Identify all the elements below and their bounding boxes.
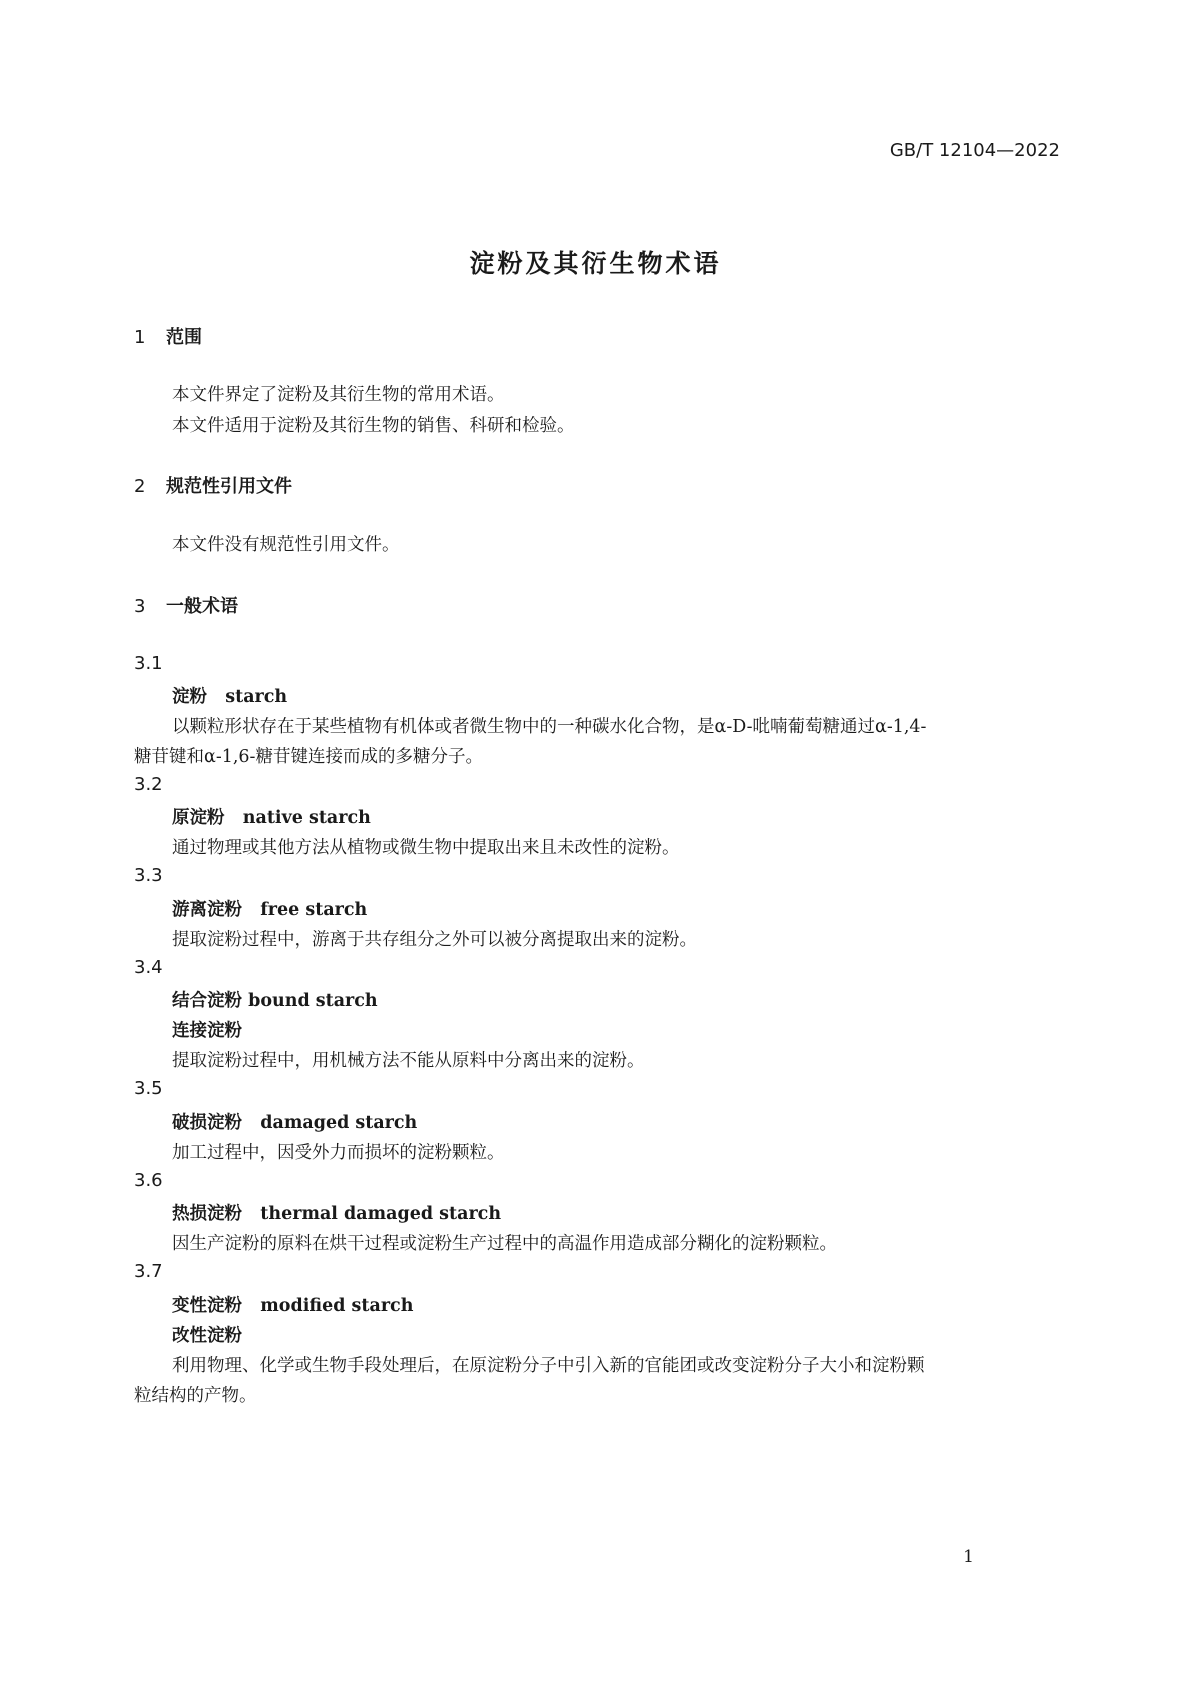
term-definition: 以颗粒形状存在于某些植物有机体或者微生物中的一种碳水化合物，是α-D-吡喃葡萄糖通过α-1,4- — [172, 717, 927, 737]
section-number: 2 — [134, 476, 146, 497]
term-en: free starch — [260, 900, 368, 920]
term-number: 3.2 — [134, 774, 163, 795]
paragraph: 本文件没有规范性引用文件。 — [172, 535, 400, 555]
term-definition: 利用物理、化学或生物手段处理后，在原淀粉分子中引入新的官能团或改变淀粉分子大小和淀粉颗 — [172, 1356, 925, 1376]
term-alternative: 改性淀粉 — [172, 1326, 242, 1346]
term-number: 3.5 — [134, 1078, 163, 1099]
term-en: starch — [225, 687, 288, 707]
section-heading — [134, 592, 238, 618]
term-definition: 粒结构的产物。 — [134, 1386, 257, 1406]
term-definition: 糖苷键和α-1,6-糖苷键连接而成的多糖分子。 — [134, 747, 483, 767]
term-heading — [172, 1200, 501, 1225]
section-title: 规范性引用文件 — [166, 476, 292, 497]
term-en: native starch — [242, 808, 371, 828]
paragraph: 本文件界定了淀粉及其衍生物的常用术语。 — [172, 385, 505, 405]
term-zh: 破损淀粉 — [172, 1113, 242, 1133]
term-zh: 结合淀粉 — [172, 991, 242, 1011]
section-heading — [134, 323, 202, 349]
term-zh: 游离淀粉 — [172, 900, 242, 920]
section-title: 一般术语 — [166, 596, 238, 617]
section-number: 3 — [134, 596, 146, 617]
section-heading — [134, 472, 292, 498]
term-number: 3.4 — [134, 957, 163, 978]
document-title: 淀粉及其衍生物术语 — [469, 249, 722, 278]
term-number: 3.6 — [134, 1170, 163, 1191]
section-number: 1 — [134, 327, 146, 348]
term-zh: 热损淀粉 — [172, 1204, 242, 1224]
paragraph: 本文件适用于淀粉及其衍生物的销售、科研和检验。 — [172, 416, 575, 436]
term-heading — [172, 896, 367, 921]
term-zh: 变性淀粉 — [172, 1296, 242, 1316]
term-heading — [172, 1292, 413, 1317]
term-en: damaged starch — [260, 1113, 418, 1133]
section-title: 范围 — [166, 327, 202, 348]
term-heading — [172, 1109, 417, 1134]
term-en: modified starch — [260, 1296, 414, 1316]
term-definition: 提取淀粉过程中，游离于共存组分之外可以被分离提取出来的淀粉。 — [172, 930, 697, 950]
term-number: 3.1 — [134, 653, 163, 674]
term-alternative: 连接淀粉 — [172, 1021, 242, 1041]
term-en: bound starch — [248, 991, 378, 1011]
term-heading — [172, 987, 378, 1012]
term-heading — [172, 683, 287, 708]
term-zh: 原淀粉 — [172, 808, 225, 828]
term-definition: 因生产淀粉的原料在烘干过程或淀粉生产过程中的高温作用造成部分糊化的淀粉颗粒。 — [172, 1234, 837, 1254]
term-definition: 加工过程中，因受外力而损坏的淀粉颗粒。 — [172, 1143, 505, 1163]
term-heading — [172, 804, 371, 829]
term-zh: 淀粉 — [172, 687, 207, 707]
term-number: 3.7 — [134, 1261, 163, 1282]
term-definition: 通过物理或其他方法从植物或微生物中提取出来且未改性的淀粉。 — [172, 838, 680, 858]
term-number: 3.3 — [134, 865, 163, 886]
page-number: 1 — [963, 1547, 974, 1567]
standard-number: GB/T 12104—2022 — [889, 140, 1060, 161]
term-definition: 提取淀粉过程中，用机械方法不能从原料中分离出来的淀粉。 — [172, 1051, 645, 1071]
term-en: thermal damaged starch — [260, 1204, 502, 1224]
